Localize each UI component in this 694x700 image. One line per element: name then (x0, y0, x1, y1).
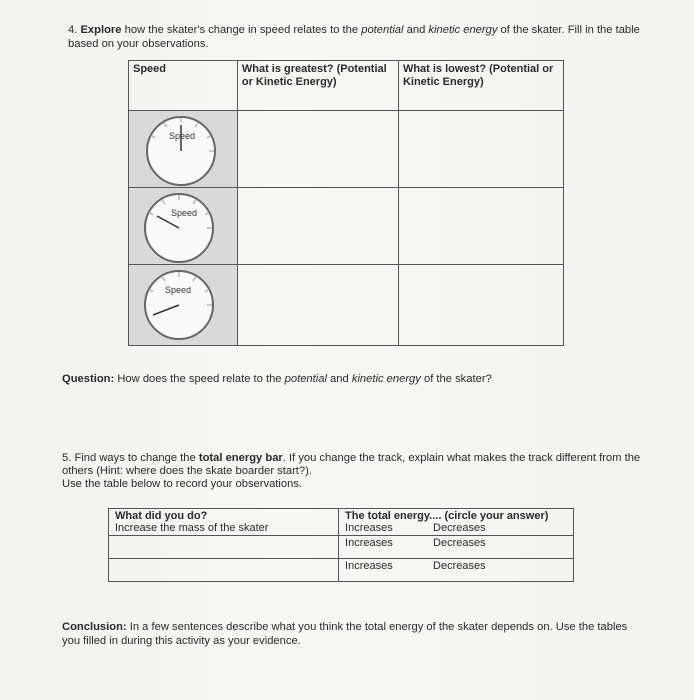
speedometer-low (129, 111, 229, 187)
header-what-did-you-do (109, 509, 339, 536)
gauge-label: Speed (165, 285, 192, 295)
question-label: Question: (62, 373, 115, 385)
row-options (339, 559, 574, 582)
row-options (339, 536, 574, 559)
gauge-cell (129, 111, 238, 188)
prompt-text: and (326, 373, 352, 385)
kinetic-term: kinetic energy (428, 24, 498, 36)
header-lowest: What is lowest? (Potential or Kinetic Energy) (398, 61, 563, 111)
header-total-energy (339, 509, 574, 536)
table-row (129, 111, 564, 188)
conclusion-prompt (62, 620, 642, 648)
answer-cell[interactable] (398, 265, 563, 346)
answer-cell[interactable] (398, 111, 563, 188)
potential-term: potential (361, 24, 404, 36)
total-energy-table (108, 508, 574, 582)
table-row (129, 265, 564, 346)
question-4-prompt (68, 23, 648, 51)
prompt-text: In a few sentences describe what you think the total energy of the skater depends on. Use the tables you filled in during this activity as your evidence. (62, 621, 628, 647)
option-increases[interactable]: Increases (345, 522, 393, 534)
question-5-prompt (62, 452, 642, 491)
header-greatest: What is greatest? (Potential or Kinetic Energy) (237, 61, 398, 111)
speed-energy-table (128, 60, 564, 346)
prompt-text: Find ways to change the (71, 452, 199, 464)
prompt-text: . If you change the track, explain what makes the track different from the others (Hint: where does the skate boarder start?). (62, 452, 641, 477)
table-row (109, 536, 574, 559)
answer-cell[interactable] (237, 188, 398, 265)
option-decreases[interactable]: Decreases (433, 522, 486, 534)
table-header-row (129, 61, 564, 111)
row-action[interactable]: Increase the mass of the skater (115, 522, 269, 534)
gauge-label: Speed (171, 208, 198, 218)
gauge-cell (129, 188, 238, 265)
prompt-text: How does the speed relate to the (114, 373, 285, 385)
total-energy-term: total energy bar (198, 452, 283, 464)
header-speed: Speed (129, 61, 238, 111)
answer-cell[interactable] (398, 188, 563, 265)
option-increases[interactable]: Increases (345, 537, 393, 549)
option-decreases[interactable]: Decreases (433, 560, 486, 572)
speedometer-high (129, 265, 229, 345)
speedometer-medium (129, 188, 229, 264)
question-number: 4. (68, 24, 78, 36)
gauge-label: Speed (169, 131, 196, 141)
row-action[interactable] (109, 536, 339, 559)
prompt-text: Use the table below to record your observations. (62, 478, 303, 490)
potential-term: potential (284, 373, 327, 385)
question-prompt (62, 373, 492, 385)
kinetic-term: kinetic energy (351, 373, 421, 385)
prompt-text: how the skater's change in speed relates to the (121, 24, 362, 36)
prompt-text: of the skater? (420, 373, 492, 385)
explore-keyword: Explore (80, 24, 122, 36)
header-label: The total energy.... (circle your answer) (345, 510, 549, 522)
answer-cell[interactable] (237, 111, 398, 188)
table-row (109, 559, 574, 582)
gauge-cell (129, 265, 238, 346)
prompt-text: of the skater. Fill in the table based on your observations. (68, 24, 640, 50)
header-label: What did you do? (115, 510, 208, 522)
option-increases[interactable]: Increases (345, 560, 393, 572)
table-header-row (109, 509, 574, 536)
conclusion-label: Conclusion: (62, 621, 127, 633)
table-row (129, 188, 564, 265)
answer-cell[interactable] (237, 265, 398, 346)
question-number: 5. (62, 452, 72, 464)
prompt-text: and (403, 24, 429, 36)
option-decreases[interactable]: Decreases (433, 537, 486, 549)
row-action[interactable] (109, 559, 339, 582)
